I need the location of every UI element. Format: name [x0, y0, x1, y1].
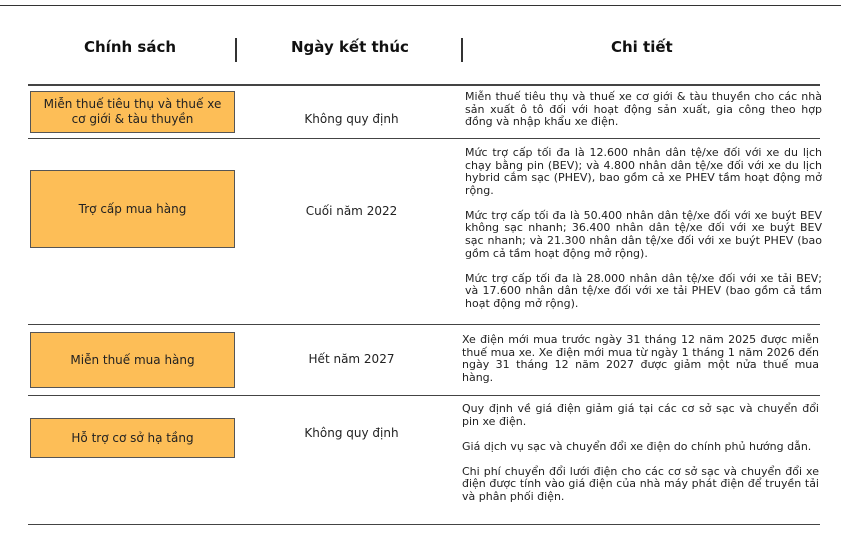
end-date-cell: Không quy định — [304, 426, 399, 440]
detail-cell — [465, 147, 822, 311]
detail-cell — [462, 334, 819, 384]
detail-paragraph: Mức trợ cấp tối đa là 12.600 nhân dân tệ/xe đối với xe du lịch chạy bằng pin (BEV); và 4.800 nhân dân tệ/xe đối với xe du lịch hybrid cắm sạc (PHEV), bao gồm cả xe PHEV tầm hoạt động mở rộng. — [465, 146, 822, 197]
detail-paragraph: Giá dịch vụ sạc và chuyển đổi xe điện do chính phủ hướng dẫn. — [462, 439, 812, 453]
end-date-cell: Không quy định — [304, 112, 399, 126]
detail-paragraph: Mức trợ cấp tối đa là 28.000 nhân dân tệ/xe đối với xe tải BEV; và 17.600 nhân dân tệ/xe đối với xe tải PHEV (bao gồm cả tầm hoạt động mở rộng). — [465, 271, 822, 310]
row-divider — [28, 324, 820, 325]
bottom-rule — [28, 524, 820, 525]
row-divider — [28, 395, 820, 396]
detail-paragraph: Xe điện mới mua trước ngày 31 tháng 12 năm 2025 được miễn thuế mua xe. Xe điện mới mua từ ngày 1 tháng 1 năm 2026 đến ngày 31 tháng 12 năm 2027 được giảm một nửa thuế mua hàng. — [462, 333, 819, 384]
detail-paragraph: Quy định về giá điện giảm giá tại các cơ sở sạc và chuyển đổi pin xe điện. — [462, 402, 819, 428]
policy-cell: Miễn thuế tiêu thụ và thuế xe cơ giới & tàu thuyền — [30, 91, 235, 133]
header-policy: Chính sách — [84, 38, 177, 56]
header-end-date: Ngày kết thúc — [291, 38, 409, 56]
header-divider-1 — [235, 38, 237, 62]
policy-cell: Hỗ trợ cơ sở hạ tầng — [30, 418, 235, 458]
policy-cell: Trợ cấp mua hàng — [30, 170, 235, 248]
end-date-cell: Hết năm 2027 — [308, 352, 395, 366]
detail-cell — [465, 91, 822, 129]
detail-paragraph: Miễn thuế tiêu thụ và thuế xe cơ giới & tàu thuyền cho các nhà sản xuất ô tô đối với hoạt động sản xuất, gia công theo hợp đồng và nhập khẩu xe điện. — [465, 90, 822, 129]
header-details: Chi tiết — [611, 38, 673, 56]
row-divider — [28, 138, 820, 139]
top-border — [0, 5, 841, 6]
detail-cell — [462, 403, 819, 504]
detail-paragraph: Mức trợ cấp tối đa là 50.400 nhân dân tệ/xe đối với xe buýt BEV không sạc nhanh; 36.400 nhân dân tệ/xe đối với xe buýt BEV sạc nhanh; và 21.300 nhân dân tệ/xe đối với xe buýt PHEV (bao gồm cả tầm hoạt động mở rộng). — [465, 208, 822, 260]
end-date-cell: Cuối năm 2022 — [305, 204, 398, 218]
header-divider-2 — [461, 38, 463, 62]
policy-cell: Miễn thuế mua hàng — [30, 332, 235, 388]
detail-paragraph: Chi phí chuyển đổi lưới điện cho các cơ sở sạc và chuyển đổi xe điện được tính vào giá điện của nhà máy phát điện để truyền tải và phân phối điện. — [462, 464, 819, 503]
header-rule — [28, 84, 820, 86]
